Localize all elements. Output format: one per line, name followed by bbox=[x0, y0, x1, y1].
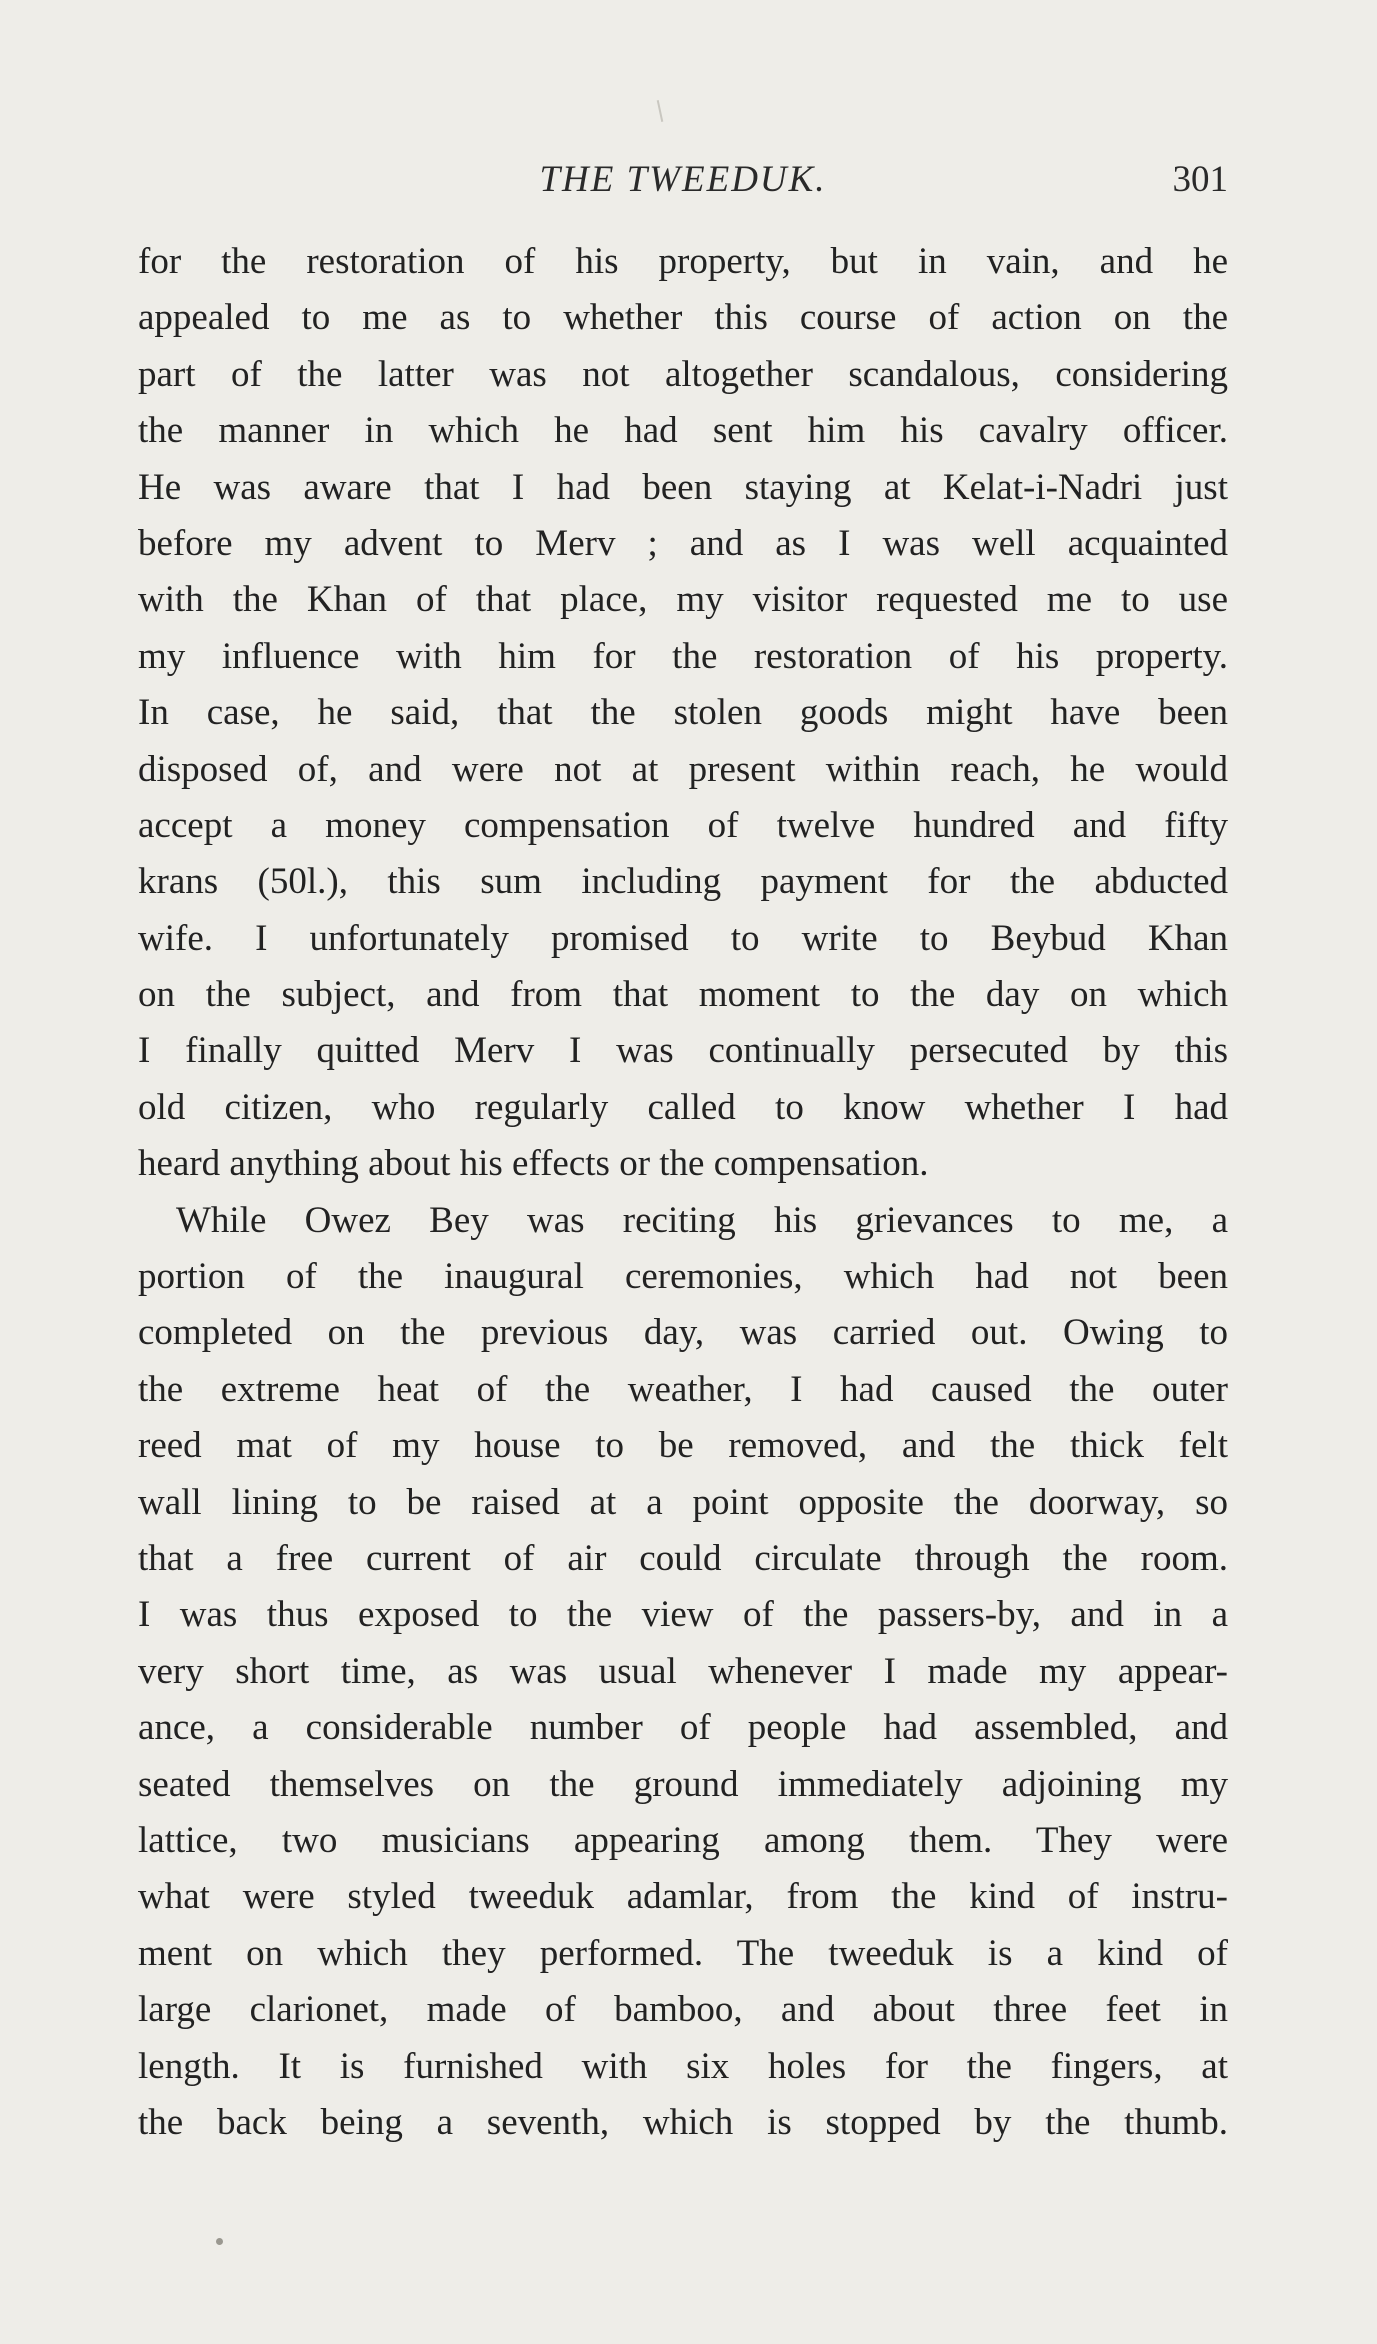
text-line: old citizen, who regularly called to know whether I had bbox=[138, 1086, 1228, 1128]
text-line: In case, he said, that the stolen goods might have been bbox=[138, 692, 1228, 734]
paper-fold-mark bbox=[657, 100, 664, 122]
text-line: appealed to me as to whether this course of action on the bbox=[138, 297, 1228, 339]
text-line: with the Khan of that place, my visitor requested me to use bbox=[138, 579, 1228, 621]
text-line: wall lining to be raised at a point opposite the doorway, so bbox=[138, 1481, 1228, 1523]
text-line: completed on the previous day, was carried out. Owing to bbox=[138, 1312, 1228, 1354]
text-line: ance, a considerable number of people had assembled, and bbox=[138, 1707, 1228, 1749]
text-line: the back being a seventh, which is stopped by the thumb. bbox=[138, 2101, 1228, 2143]
text-line: my influence with him for the restoration of his property. bbox=[138, 635, 1228, 677]
text-line: wife. I unfortunately promised to write to Beybud Khan bbox=[138, 917, 1228, 959]
text-line: that a free current of air could circulate through the room. bbox=[138, 1537, 1228, 1579]
text-line: ment on which they performed. The tweeduk is a kind of bbox=[138, 1932, 1228, 1974]
text-line: krans (50l.), this sum including payment for the abducted bbox=[138, 861, 1228, 903]
text-line: what were styled tweeduk adamlar, from the kind of instru- bbox=[138, 1876, 1228, 1918]
running-head bbox=[138, 158, 1228, 206]
text-line: part of the latter was not altogether scandalous, considering bbox=[138, 353, 1228, 395]
text-line: accept a money compensation of twelve hundred and fifty bbox=[138, 804, 1228, 846]
text-line: length. It is furnished with six holes for the fingers, at bbox=[138, 2045, 1228, 2087]
text-line: disposed of, and were not at present within reach, he would bbox=[138, 748, 1228, 790]
text-line: on the subject, and from that moment to the day on which bbox=[138, 974, 1228, 1016]
text-line: before my advent to Merv ; and as I was well acquainted bbox=[138, 522, 1228, 564]
text-line: the extreme heat of the weather, I had caused the outer bbox=[138, 1368, 1228, 1410]
text-line: very short time, as was usual whenever I made my appear- bbox=[138, 1650, 1228, 1692]
text-line: heard anything about his effects or the compensation. bbox=[138, 1143, 929, 1185]
running-title: THE TWEEDUK. bbox=[539, 159, 827, 200]
text-line: large clarionet, made of bamboo, and about three feet in bbox=[138, 1989, 1228, 2031]
text-line: He was aware that I had been staying at Kelat-i-Nadri just bbox=[138, 466, 1228, 508]
body-text bbox=[138, 234, 1228, 2151]
text-line: for the restoration of his property, but in vain, and he bbox=[138, 241, 1228, 282]
text-line: I finally quitted Merv I was continually persecuted by this bbox=[138, 1030, 1228, 1072]
text-line: the manner in which he had sent him his cavalry officer. bbox=[138, 410, 1228, 452]
text-line: seated themselves on the ground immediately adjoining my bbox=[138, 1763, 1228, 1805]
paper-speck bbox=[216, 2238, 223, 2245]
text-line: reed mat of my house to be removed, and the thick felt bbox=[138, 1425, 1228, 1467]
text-line: While Owez Bey was reciting his grievances to me, a bbox=[176, 1199, 1228, 1241]
text-line: I was thus exposed to the view of the passers-by, and in a bbox=[138, 1594, 1228, 1636]
text-line: lattice, two musicians appearing among them. They were bbox=[138, 1819, 1228, 1861]
text-line: portion of the inaugural ceremonies, which had not been bbox=[138, 1256, 1228, 1298]
page-number: 301 bbox=[1172, 159, 1228, 200]
